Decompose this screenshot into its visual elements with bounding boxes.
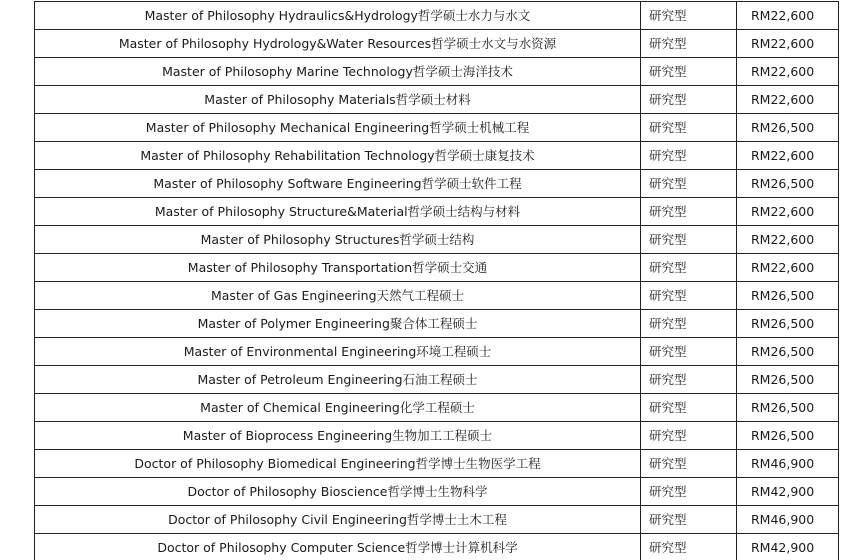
tuition-fee-cell: RM26,500 [737, 282, 839, 310]
program-fee-table [34, 1, 839, 560]
program-type-cell: 研究型 [641, 198, 737, 226]
table-row [35, 478, 839, 506]
table-row [35, 86, 839, 114]
program-type-cell: 研究型 [641, 478, 737, 506]
program-type-cell: 研究型 [641, 170, 737, 198]
program-type-cell: 研究型 [641, 30, 737, 58]
program-name-cell: Master of Philosophy Structure&Material哲学硕士结构与材料 [35, 198, 641, 226]
table-row [35, 30, 839, 58]
table-row [35, 226, 839, 254]
table-row [35, 170, 839, 198]
table-row [35, 58, 839, 86]
program-type-cell: 研究型 [641, 310, 737, 338]
tuition-fee-cell: RM26,500 [737, 170, 839, 198]
table-row [35, 2, 839, 30]
program-name-cell: Doctor of Philosophy Computer Science哲学博士计算机科学 [35, 534, 641, 560]
program-name-cell: Master of Philosophy Materials哲学硕士材料 [35, 86, 641, 114]
program-type-cell: 研究型 [641, 58, 737, 86]
program-type-cell: 研究型 [641, 282, 737, 310]
program-type-cell: 研究型 [641, 254, 737, 282]
program-type-cell: 研究型 [641, 422, 737, 450]
table-body [35, 2, 839, 560]
table-row [35, 114, 839, 142]
table-row [35, 506, 839, 534]
program-type-cell: 研究型 [641, 506, 737, 534]
program-name-cell: Master of Philosophy Hydrology&Water Resources哲学硕士水文与水资源 [35, 30, 641, 58]
program-name-cell: Master of Philosophy Transportation哲学硕士交通 [35, 254, 641, 282]
tuition-fee-cell: RM26,500 [737, 394, 839, 422]
tuition-fee-cell: RM22,600 [737, 198, 839, 226]
table-row [35, 338, 839, 366]
program-type-cell: 研究型 [641, 366, 737, 394]
program-name-cell: Master of Philosophy Structures哲学硕士结构 [35, 226, 641, 254]
program-name-cell: Master of Gas Engineering天然气工程硕士 [35, 282, 641, 310]
program-name-cell: Master of Philosophy Marine Technology哲学硕士海洋技术 [35, 58, 641, 86]
tuition-fee-cell: RM26,500 [737, 310, 839, 338]
tuition-fee-cell: RM42,900 [737, 534, 839, 560]
program-type-cell: 研究型 [641, 86, 737, 114]
tuition-fee-cell: RM22,600 [737, 86, 839, 114]
program-name-cell: Master of Environmental Engineering环境工程硕士 [35, 338, 641, 366]
tuition-fee-cell: RM22,600 [737, 142, 839, 170]
tuition-fee-cell: RM46,900 [737, 506, 839, 534]
tuition-fee-cell: RM22,600 [737, 58, 839, 86]
program-name-cell: Master of Philosophy Software Engineering哲学硕士软件工程 [35, 170, 641, 198]
program-name-cell: Master of Philosophy Rehabilitation Technology哲学硕士康复技术 [35, 142, 641, 170]
program-name-cell: Master of Chemical Engineering化学工程硕士 [35, 394, 641, 422]
program-name-cell: Master of Petroleum Engineering石油工程硕士 [35, 366, 641, 394]
tuition-fee-cell: RM46,900 [737, 450, 839, 478]
program-type-cell: 研究型 [641, 142, 737, 170]
table-row [35, 254, 839, 282]
table-row [35, 310, 839, 338]
program-name-cell: Master of Philosophy Hydraulics&Hydrology哲学硕士水力与水文 [35, 2, 641, 30]
program-name-cell: Master of Bioprocess Engineering生物加工工程硕士 [35, 422, 641, 450]
table-row [35, 282, 839, 310]
program-name-cell: Doctor of Philosophy Bioscience哲学博士生物科学 [35, 478, 641, 506]
program-type-cell: 研究型 [641, 450, 737, 478]
tuition-fee-cell: RM26,500 [737, 366, 839, 394]
table-row [35, 394, 839, 422]
tuition-fee-cell: RM22,600 [737, 30, 839, 58]
tuition-fee-cell: RM26,500 [737, 338, 839, 366]
program-type-cell: 研究型 [641, 2, 737, 30]
tuition-fee-cell: RM22,600 [737, 254, 839, 282]
tuition-fee-cell: RM22,600 [737, 226, 839, 254]
program-type-cell: 研究型 [641, 394, 737, 422]
program-type-cell: 研究型 [641, 114, 737, 142]
program-name-cell: Doctor of Philosophy Civil Engineering哲学博士土木工程 [35, 506, 641, 534]
tuition-fee-cell: RM22,600 [737, 2, 839, 30]
program-name-cell: Master of Philosophy Mechanical Engineering哲学硕士机械工程 [35, 114, 641, 142]
tuition-fee-cell: RM42,900 [737, 478, 839, 506]
program-name-cell: Doctor of Philosophy Biomedical Engineering哲学博士生物医学工程 [35, 450, 641, 478]
tuition-fee-cell: RM26,500 [737, 422, 839, 450]
tuition-fee-cell: RM26,500 [737, 114, 839, 142]
table-row [35, 142, 839, 170]
program-name-cell: Master of Polymer Engineering聚合体工程硕士 [35, 310, 641, 338]
program-type-cell: 研究型 [641, 226, 737, 254]
table-row [35, 422, 839, 450]
table-row [35, 366, 839, 394]
table-row [35, 450, 839, 478]
table-row [35, 534, 839, 560]
table-row [35, 198, 839, 226]
program-type-cell: 研究型 [641, 338, 737, 366]
program-type-cell: 研究型 [641, 534, 737, 560]
